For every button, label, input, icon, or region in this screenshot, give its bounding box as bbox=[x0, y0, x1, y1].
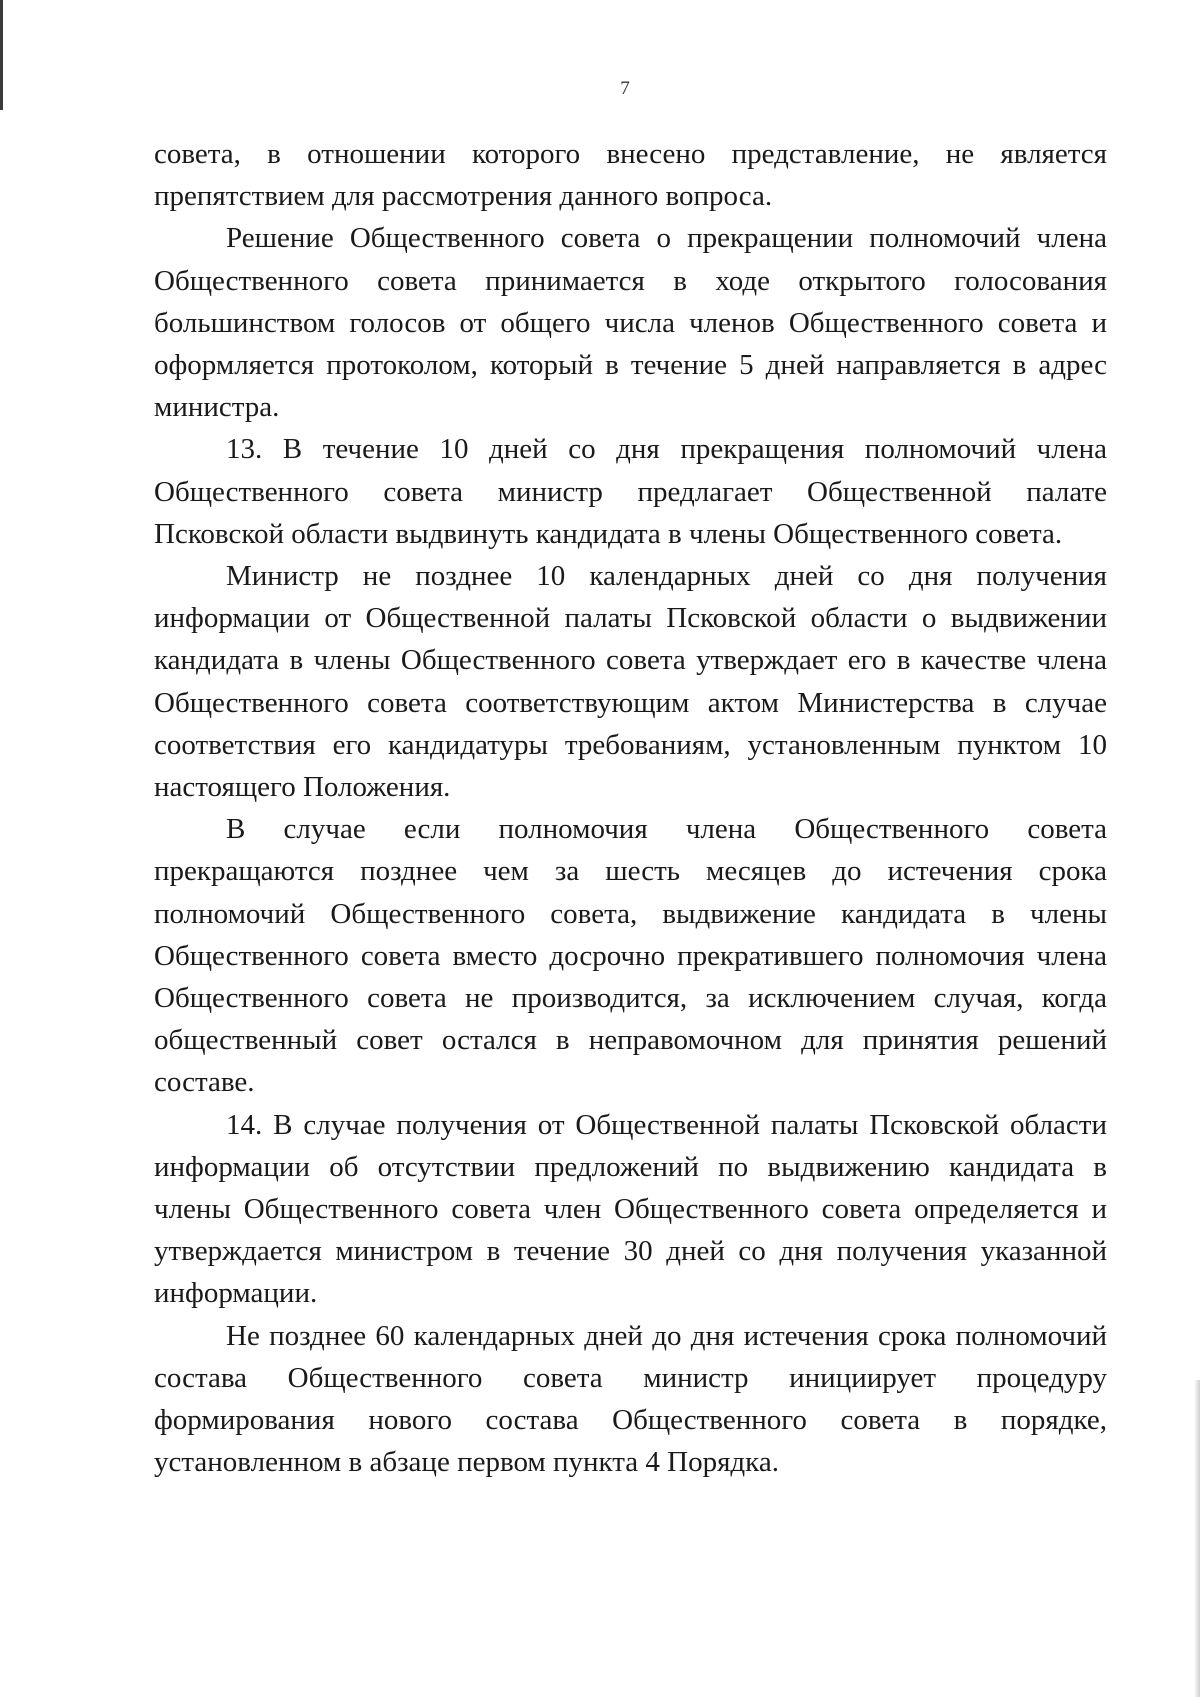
paragraph-7: Не позднее 60 календарных дней до дня истечения срока полномочий состава Общественного совета министр инициирует процедуру формирования нового состава Общественного совета в порядке, установленном в абзаце первом пункта 4 Порядка. bbox=[154, 1319, 1107, 1479]
paragraph-6: 14. В случае получения от Общественной палаты Псковской области информации об отсутствии предложений по выдвижению кандидата в члены Общественного совета член Общественного совета определяется и утверждается министром в течение 30 дней со дня получения указанной информации. bbox=[154, 1108, 1107, 1310]
scan-edge-right bbox=[1194, 1380, 1200, 1697]
paragraph-5: В случае если полномочия члена Общественного совета прекращаются позднее чем за шесть месяцев до истечения срока полномочий Общественного совета, выдвижение кандидата в члены Общественного совета вместо досрочно прекратившего полномочия члена Общественного совета не производится, за исключением случая, когда общественный совет остался в неправомочном для принятия решений составе. bbox=[154, 813, 1107, 1099]
paragraph-4: Министр не позднее 10 календарных дней со дня получения информации от Общественной палаты Псковской области о выдвижении кандидата в члены Общественного совета утверждает его в качестве члена Общественного совета соответствующим актом Министерства в случае соответствия его кандидатуры требованиям, установленным пунктом 10 настоящего Положения. bbox=[154, 560, 1107, 804]
paragraph-3: 13. В течение 10 дней со дня прекращения полномочий члена Общественного совета министр предлагает Общественной палате Псковской области выдвинуть кандидата в члены Общественного совета. bbox=[154, 433, 1107, 550]
paragraph-2: Решение Общественного совета о прекращении полномочий члена Общественного совета принимается в ходе открытого голосования большинством голосов от общего числа членов Общественного совета и оформляется протоколом, который в течение 5 дней направляется в адрес министра. bbox=[154, 222, 1107, 424]
page-number: 7 bbox=[620, 78, 630, 99]
document-body bbox=[154, 133, 1107, 1484]
paragraph-1: совета, в отношении которого внесено представление, не является препятствием для рассмотрения данного вопроса. bbox=[154, 138, 1107, 213]
